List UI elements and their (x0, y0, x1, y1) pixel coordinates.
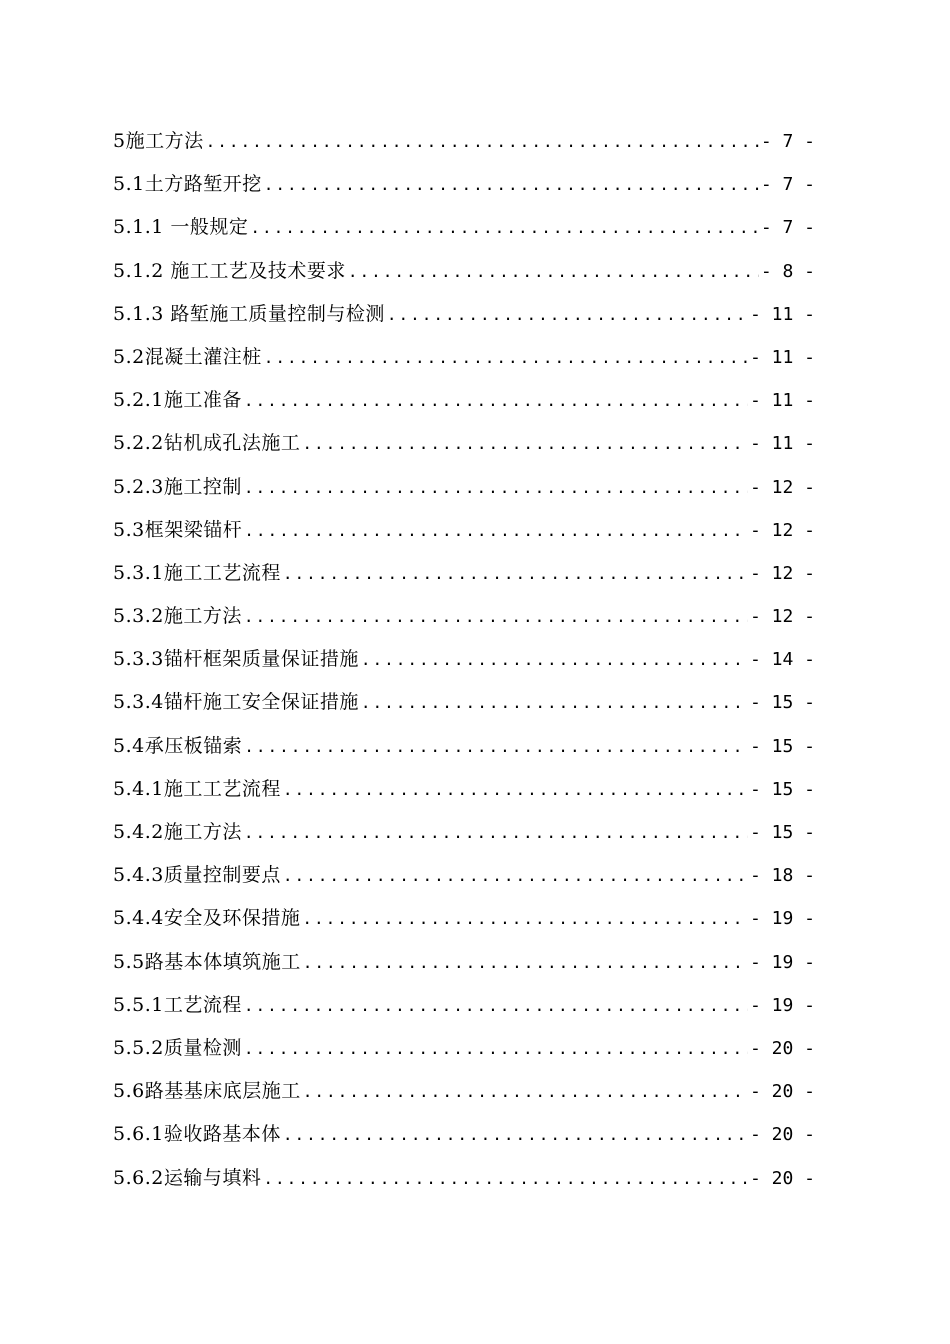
table-of-contents (113, 120, 815, 1200)
toc-leader-dots (348, 250, 759, 293)
toc-entry-page: - 19 - (749, 994, 815, 1016)
toc-leader-dots (244, 595, 748, 638)
toc-entry-title: 5.4.4安全及环保措施 (113, 907, 301, 930)
toc-entry-title: 5.5.2质量检测 (113, 1036, 242, 1059)
toc-entry[interactable] (113, 120, 815, 163)
toc-entry-page: - 11 - (749, 390, 815, 412)
toc-entry-page: - 20 - (749, 1081, 815, 1103)
toc-leader-dots (283, 854, 748, 897)
toc-entry-page: - 15 - (749, 778, 815, 800)
toc-entry-page: - 11 - (749, 346, 815, 368)
toc-entry-page: - 7 - (760, 131, 815, 152)
toc-entry-page: - 15 - (749, 735, 815, 757)
toc-leader-dots (264, 163, 759, 206)
toc-entry[interactable] (113, 163, 815, 206)
toc-entry[interactable] (113, 725, 815, 768)
toc-leader-dots (244, 509, 748, 552)
toc-entry-title: 5.2混凝土灌注桩 (113, 345, 262, 368)
toc-leader-dots (244, 466, 748, 509)
toc-entry[interactable] (113, 1113, 815, 1156)
toc-leader-dots (283, 552, 748, 595)
toc-entry-title: 5.2.3施工控制 (113, 475, 242, 498)
toc-entry-title: 5.1土方路堑开挖 (113, 173, 262, 196)
toc-leader-dots (206, 120, 759, 163)
toc-entry[interactable] (113, 984, 815, 1027)
toc-entry-page: - 12 - (749, 476, 815, 498)
toc-entry-page: - 11 - (749, 433, 815, 455)
toc-entry[interactable] (113, 681, 815, 724)
toc-entry[interactable] (113, 811, 815, 854)
toc-entry-page: - 14 - (749, 649, 815, 671)
toc-entry-page: - 7 - (760, 174, 815, 196)
toc-entry[interactable] (113, 1070, 815, 1113)
toc-entry[interactable] (113, 1157, 815, 1200)
toc-entry[interactable] (113, 509, 815, 552)
toc-entry-title: 5.6.1验收路基本体 (113, 1123, 281, 1146)
toc-leader-dots (387, 293, 748, 336)
toc-entry-page: - 20 - (749, 1167, 815, 1189)
toc-entry-title: 5.3.4锚杆施工安全保证措施 (113, 691, 359, 714)
toc-entry-title: 5.3.3锚杆框架质量保证措施 (113, 648, 359, 671)
toc-entry[interactable] (113, 336, 815, 379)
toc-entry[interactable] (113, 941, 815, 984)
toc-entry-title: 5.3.1施工工艺流程 (113, 561, 281, 584)
toc-entry-page: - 20 - (749, 1124, 815, 1146)
toc-entry-page: - 8 - (760, 260, 815, 282)
toc-entry-page: - 19 - (749, 951, 815, 973)
toc-entry-title: 5施工方法 (113, 130, 204, 152)
toc-entry[interactable] (113, 250, 815, 293)
toc-entry-page: - 12 - (749, 562, 815, 584)
toc-entry[interactable] (113, 422, 815, 465)
toc-entry[interactable] (113, 293, 815, 336)
toc-leader-dots (264, 336, 748, 379)
toc-entry[interactable] (113, 595, 815, 638)
toc-entry-title: 5.1.3 路堑施工质量控制与检测 (113, 302, 385, 325)
toc-entry-page: - 19 - (749, 908, 815, 930)
toc-entry-page: - 18 - (749, 865, 815, 887)
toc-leader-dots (250, 206, 758, 249)
toc-leader-dots (244, 379, 748, 422)
toc-entry-title: 5.4.1施工工艺流程 (113, 777, 281, 800)
toc-entry[interactable] (113, 897, 815, 940)
toc-entry-title: 5.5.1工艺流程 (113, 993, 242, 1016)
toc-entry[interactable] (113, 638, 815, 681)
toc-leader-dots (361, 638, 748, 681)
toc-entry-page: - 7 - (760, 217, 815, 239)
toc-leader-dots (302, 897, 748, 940)
toc-entry-page: - 12 - (749, 606, 815, 628)
toc-leader-dots (303, 941, 748, 984)
toc-entry[interactable] (113, 1027, 815, 1070)
toc-entry[interactable] (113, 768, 815, 811)
toc-entry-page: - 20 - (749, 1037, 815, 1059)
toc-entry-title: 5.6路基基床底层施工 (113, 1080, 301, 1103)
toc-leader-dots (263, 1157, 748, 1200)
toc-leader-dots (244, 984, 748, 1027)
toc-leader-dots (283, 1113, 748, 1156)
toc-entry-title: 5.6.2运输与填料 (113, 1166, 262, 1189)
toc-entry-title: 5.3框架梁锚杆 (113, 518, 243, 541)
toc-leader-dots (283, 768, 748, 811)
toc-entry-title: 5.2.1施工准备 (113, 389, 242, 412)
toc-leader-dots (244, 1027, 748, 1070)
toc-leader-dots (244, 725, 748, 768)
toc-entry[interactable] (113, 552, 815, 595)
toc-entry-title: 5.4.2施工方法 (113, 821, 242, 843)
toc-entry[interactable] (113, 206, 815, 249)
toc-leader-dots (361, 681, 748, 724)
toc-entry-title: 5.3.2施工方法 (113, 605, 242, 628)
toc-entry-page: - 15 - (749, 822, 815, 843)
toc-entry-title: 5.1.1 一般规定 (113, 216, 249, 239)
toc-entry[interactable] (113, 854, 815, 897)
toc-entry-title: 5.5路基本体填筑施工 (113, 950, 301, 973)
toc-entry-page: - 15 - (749, 692, 815, 714)
toc-leader-dots (302, 422, 748, 465)
toc-entry-page: - 11 - (749, 303, 815, 325)
toc-leader-dots (303, 1070, 748, 1113)
toc-entry-title: 5.2.2钻机成孔法施工 (113, 432, 301, 455)
toc-entry-title: 5.4.3质量控制要点 (113, 864, 281, 887)
toc-entry[interactable] (113, 466, 815, 509)
toc-leader-dots (244, 811, 748, 854)
toc-entry-page: - 12 - (749, 519, 815, 541)
toc-entry[interactable] (113, 379, 815, 422)
toc-entry-title: 5.1.2 施工工艺及技术要求 (113, 259, 346, 282)
toc-entry-title: 5.4承压板锚索 (113, 734, 243, 757)
